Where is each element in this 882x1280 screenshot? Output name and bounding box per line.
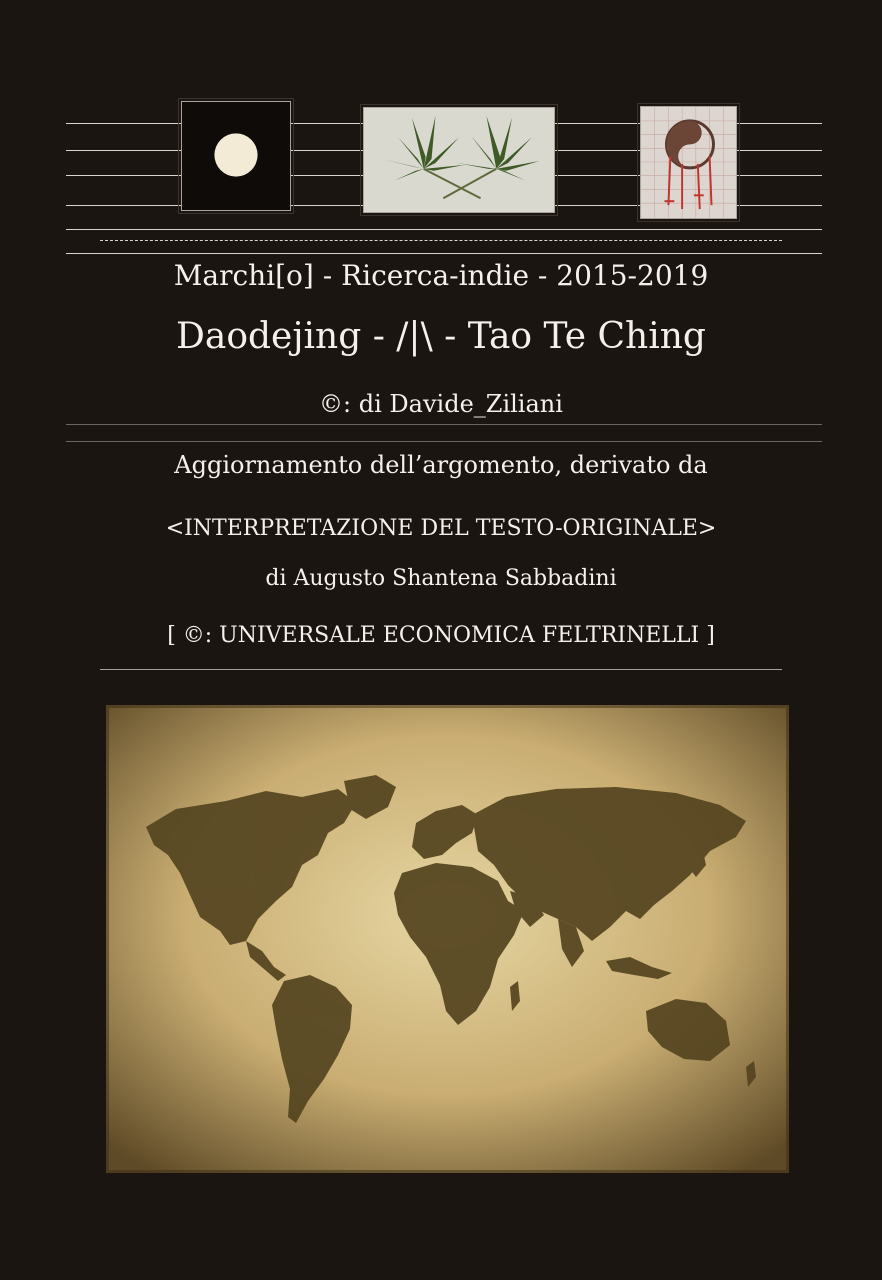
original-text-line: <INTERPRETAZIONE DEL TESTO-ORIGINALE>: [165, 516, 717, 541]
translator-line: di Augusto Shantena Sabbadini: [265, 566, 617, 591]
vintage-world-map: [106, 705, 789, 1173]
yin-yang-sketch-icon: [640, 106, 737, 219]
rule: [66, 441, 822, 442]
book-title: Daodejing - /|\ - Tao Te Ching: [176, 316, 706, 357]
author-line: ©: di Davide_Ziliani: [319, 390, 563, 418]
update-line: Aggiornamento dell’argomento, derivato da: [174, 451, 708, 479]
full-moon-icon: [181, 101, 291, 211]
hemp-leaves-icon: [363, 107, 555, 213]
rights-line: [ ©: UNIVERSALE ECONOMICA FELTRINELLI ]: [167, 623, 715, 648]
header-line: Marchi[o] - Ricerca-indie - 2015-2019: [173, 259, 709, 292]
rule: [66, 253, 822, 254]
rule: [66, 229, 822, 230]
rule: [66, 424, 822, 425]
dashed-divider: [100, 240, 782, 241]
rule: [100, 669, 782, 670]
